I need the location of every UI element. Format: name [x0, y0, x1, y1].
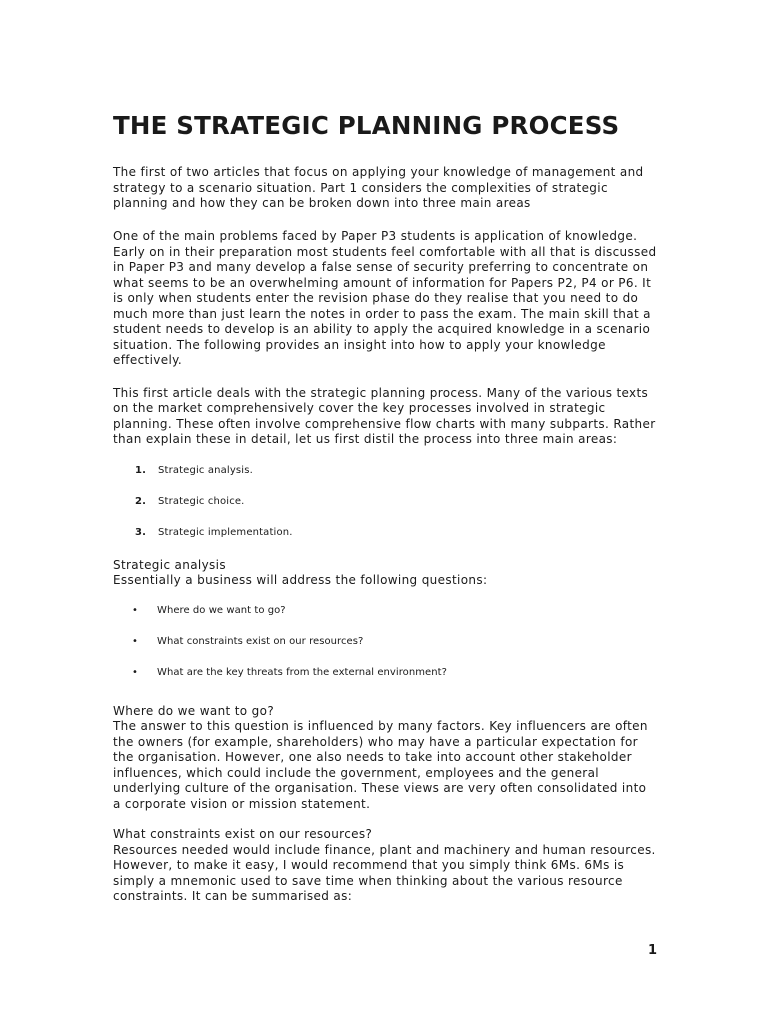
- bullet-icon: •: [132, 605, 138, 616]
- paragraph-application-knowledge: One of the main problems faced by Paper P3 students is application of knowledge. Early on in their preparation most students feel comfortable with all that is discussed in Paper P3 and many develop a false sense of security preferring to concentrate on what seems to be an overwhelming amount of information for Papers P2, P4 or P6. It is only when students enter the revision phase do they realise that you need to do much more than just learn the notes in order to pass the exam. The main skill that a student needs to develop is an ability to apply the acquired knowledge in a scenario situation. The following provides an insight into how to apply your knowledge effectively.: [113, 229, 657, 367]
- strategic-process-item: [113, 494, 658, 509]
- question-list-item: [113, 603, 658, 619]
- list-number: 1.: [135, 464, 147, 476]
- question-text: Where do we want to go?: [157, 605, 286, 616]
- document-content: [113, 109, 658, 905]
- list-number: 3.: [135, 526, 147, 538]
- question-text: What constraints exist on our resources?: [157, 636, 364, 647]
- constraints-heading: What constraints exist on our resources?: [113, 827, 373, 841]
- list-item-text: Strategic analysis.: [158, 464, 253, 476]
- paragraph-strategic-planning: This first article deals with the strategic planning process. Many of the various texts on the market comprehensively cover the key processes involved in strategic planning. These often involve comprehensive flow charts with many subparts. Rather than explain these in detail, let us first distil the process into three main areas:: [113, 385, 656, 446]
- list-item-text: Strategic implementation.: [158, 526, 293, 538]
- where-heading: Where do we want to go?: [113, 703, 275, 718]
- strategic-analysis-intro: Essentially a business will address the following questions:: [113, 573, 488, 587]
- question-list-item: [113, 634, 658, 650]
- strategic-process-list: [113, 463, 658, 540]
- page-number: 1: [648, 943, 658, 958]
- list-number: 2.: [135, 495, 147, 507]
- question-text: What are the key threats from the external environment?: [157, 667, 447, 678]
- document-title: THE STRATEGIC PLANNING PROCESS: [113, 111, 620, 140]
- strategic-process-item: [113, 463, 658, 478]
- list-item-text: Strategic choice.: [158, 495, 245, 507]
- question-list-item: [113, 665, 658, 681]
- bullet-icon: •: [132, 636, 138, 647]
- strategic-process-item: [113, 525, 658, 540]
- bullet-icon: •: [132, 667, 138, 678]
- where-body: The answer to this question is influenced by many factors. Key influencers are often the owners (for example, shareholders) who may have a particular expectation for the organisation. However, one also needs to take into account other stakeholder influences, which could include the government, employees and the general underlying culture of the organisation. These views are very often consolidated into a corporate vision or mission statement.: [113, 719, 648, 811]
- strategic-questions-list: [113, 603, 658, 681]
- constraints-body: Resources needed would include finance, plant and machinery and human resources. However, to make it easy, I would recommend that you simply think 6Ms. 6Ms is simply a mnemonic used to save time when thinking about the various resource constraints. It can be summarised as:: [113, 842, 656, 903]
- strategic-analysis-heading: Strategic analysis: [113, 557, 226, 572]
- intro-paragraph: The first of two articles that focus on applying your knowledge of management and strategy to a scenario situation. Part 1 considers the complexities of strategic planning and how they can be broken down into three main areas: [113, 165, 644, 210]
